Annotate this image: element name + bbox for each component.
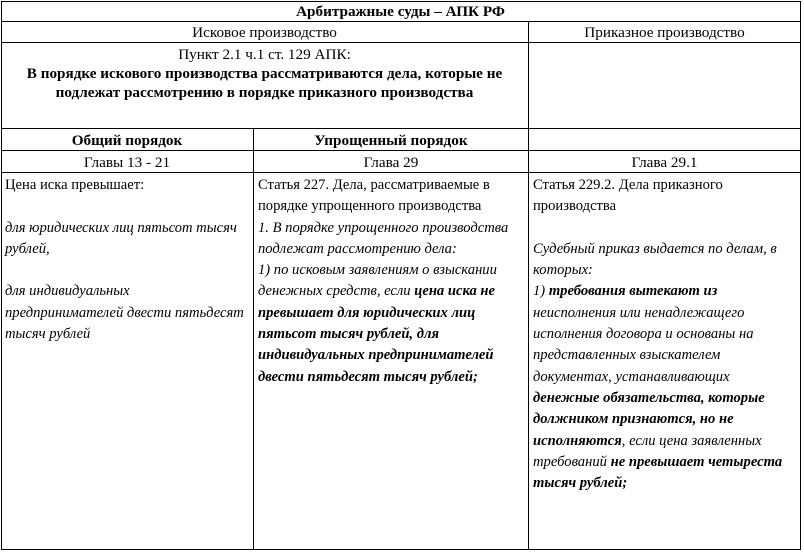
order-clause: 1) требования вытекают из неисполнения или ненадлежащего исполнения договора и основаны на представленных взыскателем документах, устанавливающих денежные обязательства, которые должником признаются, но не исполняются, если цена заявленных требований не превышает четыреста тысяч рублей; xyxy=(533,283,783,492)
general-content xyxy=(1,173,254,550)
simplified-p1: 1. В порядке упрощенного производства подлежат рассмотрению дела: xyxy=(258,219,509,257)
order-content xyxy=(529,173,801,550)
subheader-general: Общий порядок xyxy=(1,129,254,151)
comparison-table xyxy=(1,1,801,550)
intro-text: В порядке искового производства рассматриваются дела, которые не подлежат рассмотрению в порядке приказного производства xyxy=(26,65,503,101)
chapter-general: Главы 13 - 21 xyxy=(1,151,254,173)
general-individual: для индивидуальных предпринимателей двести пятьдесят тысяч рублей xyxy=(5,283,244,343)
intro-empty-cell xyxy=(529,43,801,129)
simplified-content xyxy=(254,173,529,550)
simplified-article: Статья 227. Дела, рассматриваемые в порядке упрощенного производства xyxy=(258,177,490,215)
header-lawsuit: Исковое производство xyxy=(1,22,529,43)
intro-ref: Пункт 2.1 ч.1 ст. 129 АПК: xyxy=(178,46,351,63)
simplified-p2: 1) по исковым заявлениям о взыскании денежных средств, если цена иска не превышает для юридических лиц пятьсот тысяч рублей, для индивидуальных предпринимателей двести пятьдесят тысяч рублей; xyxy=(258,262,497,385)
general-legal: для юридических лиц пятьсот тысяч рублей, xyxy=(5,219,237,257)
order-article: Статья 229.2. Дела приказного производства xyxy=(533,177,723,215)
table-title: Арбитражные суды – АПК РФ xyxy=(1,1,801,22)
simplified-p2-bold: цена иска не превышает для юридических лиц пятьсот тысяч рублей, для индивидуальных предпринимателей двести пятьдесят тысяч рублей; xyxy=(258,283,496,385)
intro-cell xyxy=(1,43,529,129)
chapter-order: Глава 29.1 xyxy=(529,151,801,173)
subheader-empty-cell xyxy=(529,129,801,151)
header-order: Приказное производство xyxy=(529,22,801,43)
subheader-simplified: Упрощенный порядок xyxy=(254,129,529,151)
general-lead: Цена иска превышает: xyxy=(5,177,145,193)
order-intro: Судебный приказ выдается по делам, в которых: xyxy=(533,240,777,279)
chapter-simplified: Глава 29 xyxy=(254,151,529,173)
